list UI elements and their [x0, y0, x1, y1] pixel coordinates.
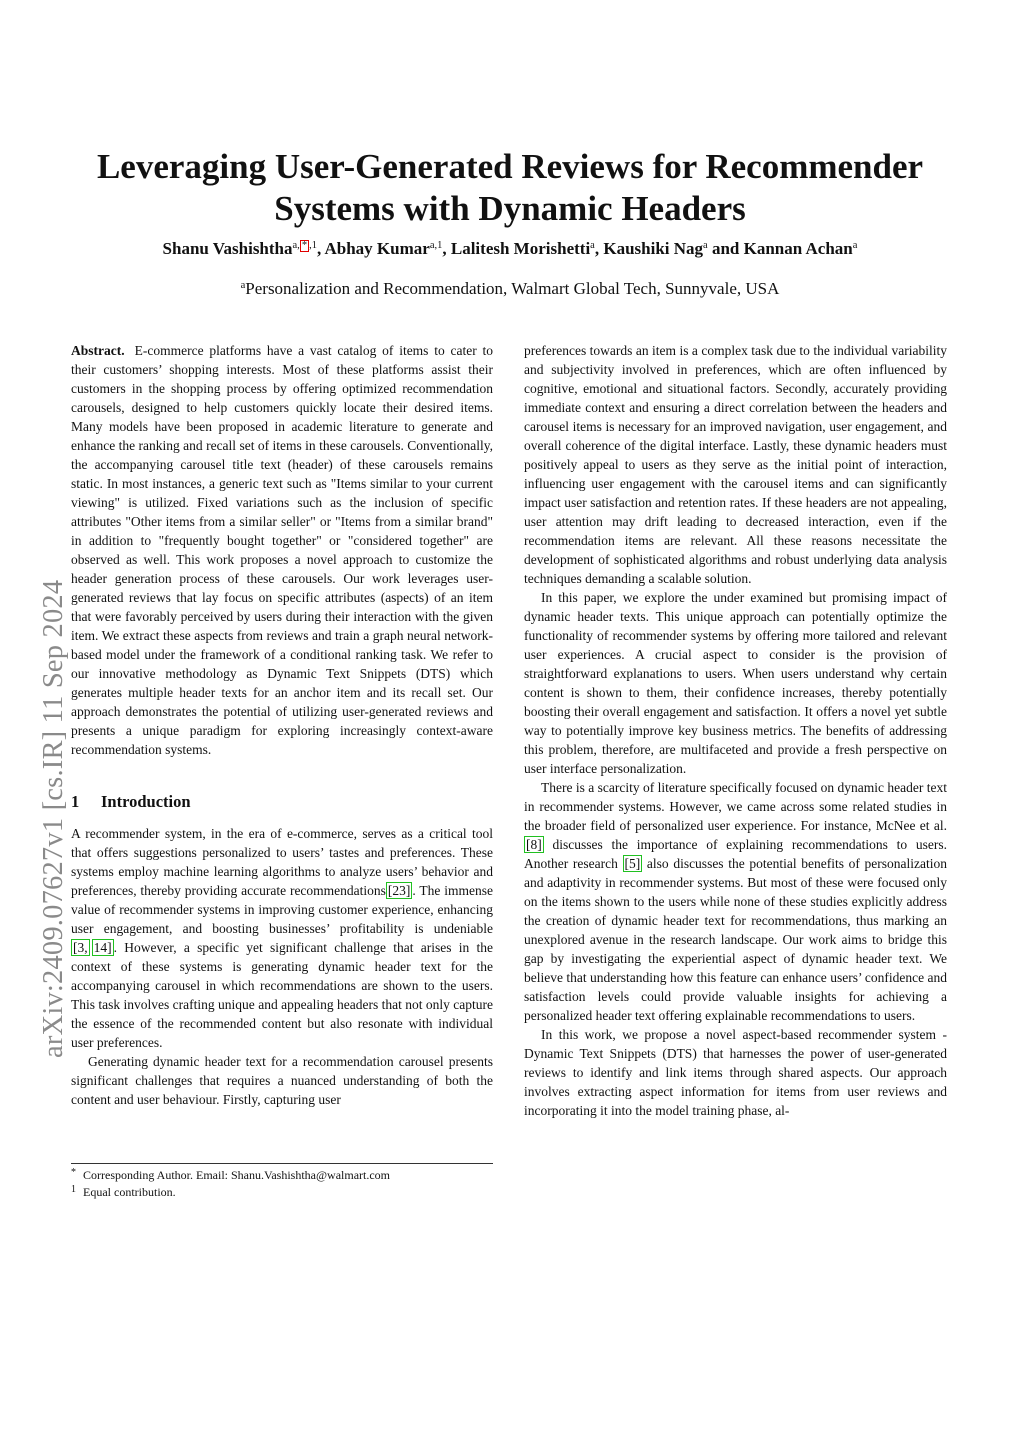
intro-paragraph-2: Generating dynamic header text for a recommendation carousel presents significant challenges that requires a nuanced understanding of both the content and user behaviour. Firstly, capturing user — [71, 1054, 493, 1107]
abstract-text: E-commerce platforms have a vast catalog of items to cater to their customers’ shopping interests. Most of these platforms assist their customers in the shopping process by offering optimized recommendation carousels, designed to help customers quickly locate their desired items. Many models have been proposed in academic literature to generate and enhance the ranking and recall set of items in these carousels. Conventionally, the accompanying carousel title text (header) of these carousels remains static. In most instances, a generic text such as "Items similar to your current viewing" is utilized. Fixed variations such as the inclusion of specific attributes "Other items from a similar seller" or "Items from a similar brand" in addition to "frequently bought together" or "considered together" are observed as well. This work proposes a novel approach to customize the header generation process of these carousels. Our work leverages user-generated reviews that lay focus on specific attributes (aspects) of an item that were favorably perceived by users during their interaction with the given item. We extract these aspects from reviews and train a graph neural network-based model under the framework of a conditional ranking task. We refer to our innovative methodology as Dynamic Text Snippets (DTS) which generates multiple header texts for an anchor item and its recall set. Our approach demonstrates the potential of utilizing user-generated reviews and presents a unique paradigm for exploring increasingly context-aware recommendation systems. — [71, 343, 493, 757]
author-separator: , — [316, 239, 325, 258]
section-number: 1 — [71, 792, 80, 811]
author-name: Kaushiki Nag — [603, 239, 704, 258]
author-name: Lalitesh Morishetti — [450, 239, 591, 258]
citation-link[interactable]: [8] — [526, 837, 542, 852]
abstract-label: Abstract. — [71, 343, 125, 358]
author-separator: and — [707, 239, 744, 258]
footnote-corresponding-author: * Corresponding Author. Email: Shanu.Vashishtha@walmart.com — [71, 1167, 391, 1182]
author-separator: , — [594, 239, 604, 258]
footnote-equal-contribution: 1 Equal contribution. — [71, 1183, 176, 1199]
citation-link[interactable]: 14] — [93, 940, 112, 955]
section-heading-introduction — [71, 792, 493, 812]
author-name: Abhay Kumar — [324, 239, 430, 258]
footnote-divider — [71, 1163, 493, 1164]
affiliation — [60, 278, 960, 300]
author-affiliation-mark: a — [590, 240, 595, 251]
corresponding-footnote-link[interactable]: * — [301, 240, 308, 251]
citation-link[interactable]: [5] — [624, 856, 641, 871]
section-title: Introduction — [101, 792, 191, 811]
footnotes — [71, 1167, 493, 1200]
affiliation-text: Personalization and Recommendation, Walmart Global Tech, Sunnyvale, USA — [245, 279, 780, 298]
citation-link[interactable]: [3, — [73, 940, 88, 955]
author-affiliation-mark: a,1 — [429, 240, 443, 251]
author-affiliation-mark: a, * ,1 — [292, 240, 317, 251]
intro-paragraph-3: In this paper, we explore the under examined but promising impact of dynamic header texts. This unique approach can potentially optimize the functionality of recommender systems by offering more tailored and relevant user experiences. A crucial aspect to consider is the provision of straightforward explanations to users. When users understand why certain content is shown to them, their confidence increases, thereby potentially boosting their overall engagement and satisfaction. It offers a novel yet subtle way to potentially improve key business metrics. The benefits of addressing this problem, therefore, are multifaceted and provide a fresh perspective on user interface personalization. — [524, 590, 947, 776]
citation-link[interactable]: [23] — [387, 883, 411, 898]
intro-paragraph-1: A recommender system, in the era of e-commerce, serves as a critical tool that offers suggestions personalized to users’ tastes and preferences. These systems employ machine learning algorithms to analyze users’ behavior and preferences, thereby providing accurate recommendations [23] . The immense value of recommender systems in improving customer experience, enhancing user engagement, and boosting businesses’ profitability is undeniable [3, 14] . However, a specific yet significant challenge that arises in the context of these systems is generating dynamic header text for the accompanying carousel in which recommendations are shown to the users. This task involves crafting unique and appealing headers that not only capture the essence of the recommended content but also resonate with individual user preferences. — [71, 826, 493, 1050]
intro-paragraph-5: In this work, we propose a novel aspect-based recommender system - Dynamic Text Snippets (DTS) that harnesses the power of user-generated reviews to identify and link items through shared aspects. Our approach involves extracting aspect information for items from user reviews and incorporating it into the model training phase, al- — [524, 1027, 947, 1118]
abstract — [71, 341, 493, 759]
author-affiliation-mark: a — [852, 240, 858, 251]
author-list — [60, 238, 960, 260]
right-column — [524, 341, 947, 1120]
author-separator: , — [442, 239, 451, 258]
affiliation-mark: a — [240, 280, 246, 291]
paper-title: Leveraging User-Generated Reviews for Recommender Systems with Dynamic Headers — [96, 147, 924, 228]
arxiv-identifier: arXiv:2409.07627v1 [cs.IR] 11 Sep 2024 — [38, 579, 69, 1058]
intro-paragraph-4: There is a scarcity of literature specifically focused on dynamic header text in recommender systems. However, we came across some related studies in the broader field of personalized user experience. For instance, McNee et al. [8] discusses the importance of explaining recommendations to users. Another research [5] also discusses the potential benefits of personalization and adaptivity in recommender systems. But most of these were focused only on the items shown to the users while none of these studies explicitly address the creation of dynamic header text for recommendations, thus marking an unexplored avenue in the research landscape. Our work aims to bridge this gap by investigating the experiential aspect of dynamic header text. We believe that understanding how this feature can enhance users’ confidence and satisfaction levels could provide valuable insights for achieving a personalized header text offering explainable recommendations to users. — [524, 780, 947, 1023]
left-column — [71, 341, 493, 1109]
author-name: Kannan Achan — [743, 239, 853, 258]
author-name: Shanu Vashishtha — [162, 239, 293, 258]
intro-paragraph-2-continued: preferences towards an item is a complex task due to the individual variability and subjectivity involved in preferences, which are often influenced by cognitive, emotional and situational factors. Secondly, accurately providing immediate context and ensuring a direct correlation between the headers and carousel items is necessary for an improved navigation, user engagement, and overall coherence of the digital interface. Lastly, these dynamic headers must positively appeal to users as they serve as the initial point of interaction, influencing user engagement with the carousel items and can significantly impact user satisfaction and retention rates. If these headers are not appealing, user attention may drift leading to decreased interaction, even if the recommendation items are relevant. All these reasons necessitate the development of sophisticated algorithms and robust underlying data analysis techniques demanding a scalable solution. — [524, 343, 947, 586]
author-affiliation-mark: a — [703, 240, 708, 251]
